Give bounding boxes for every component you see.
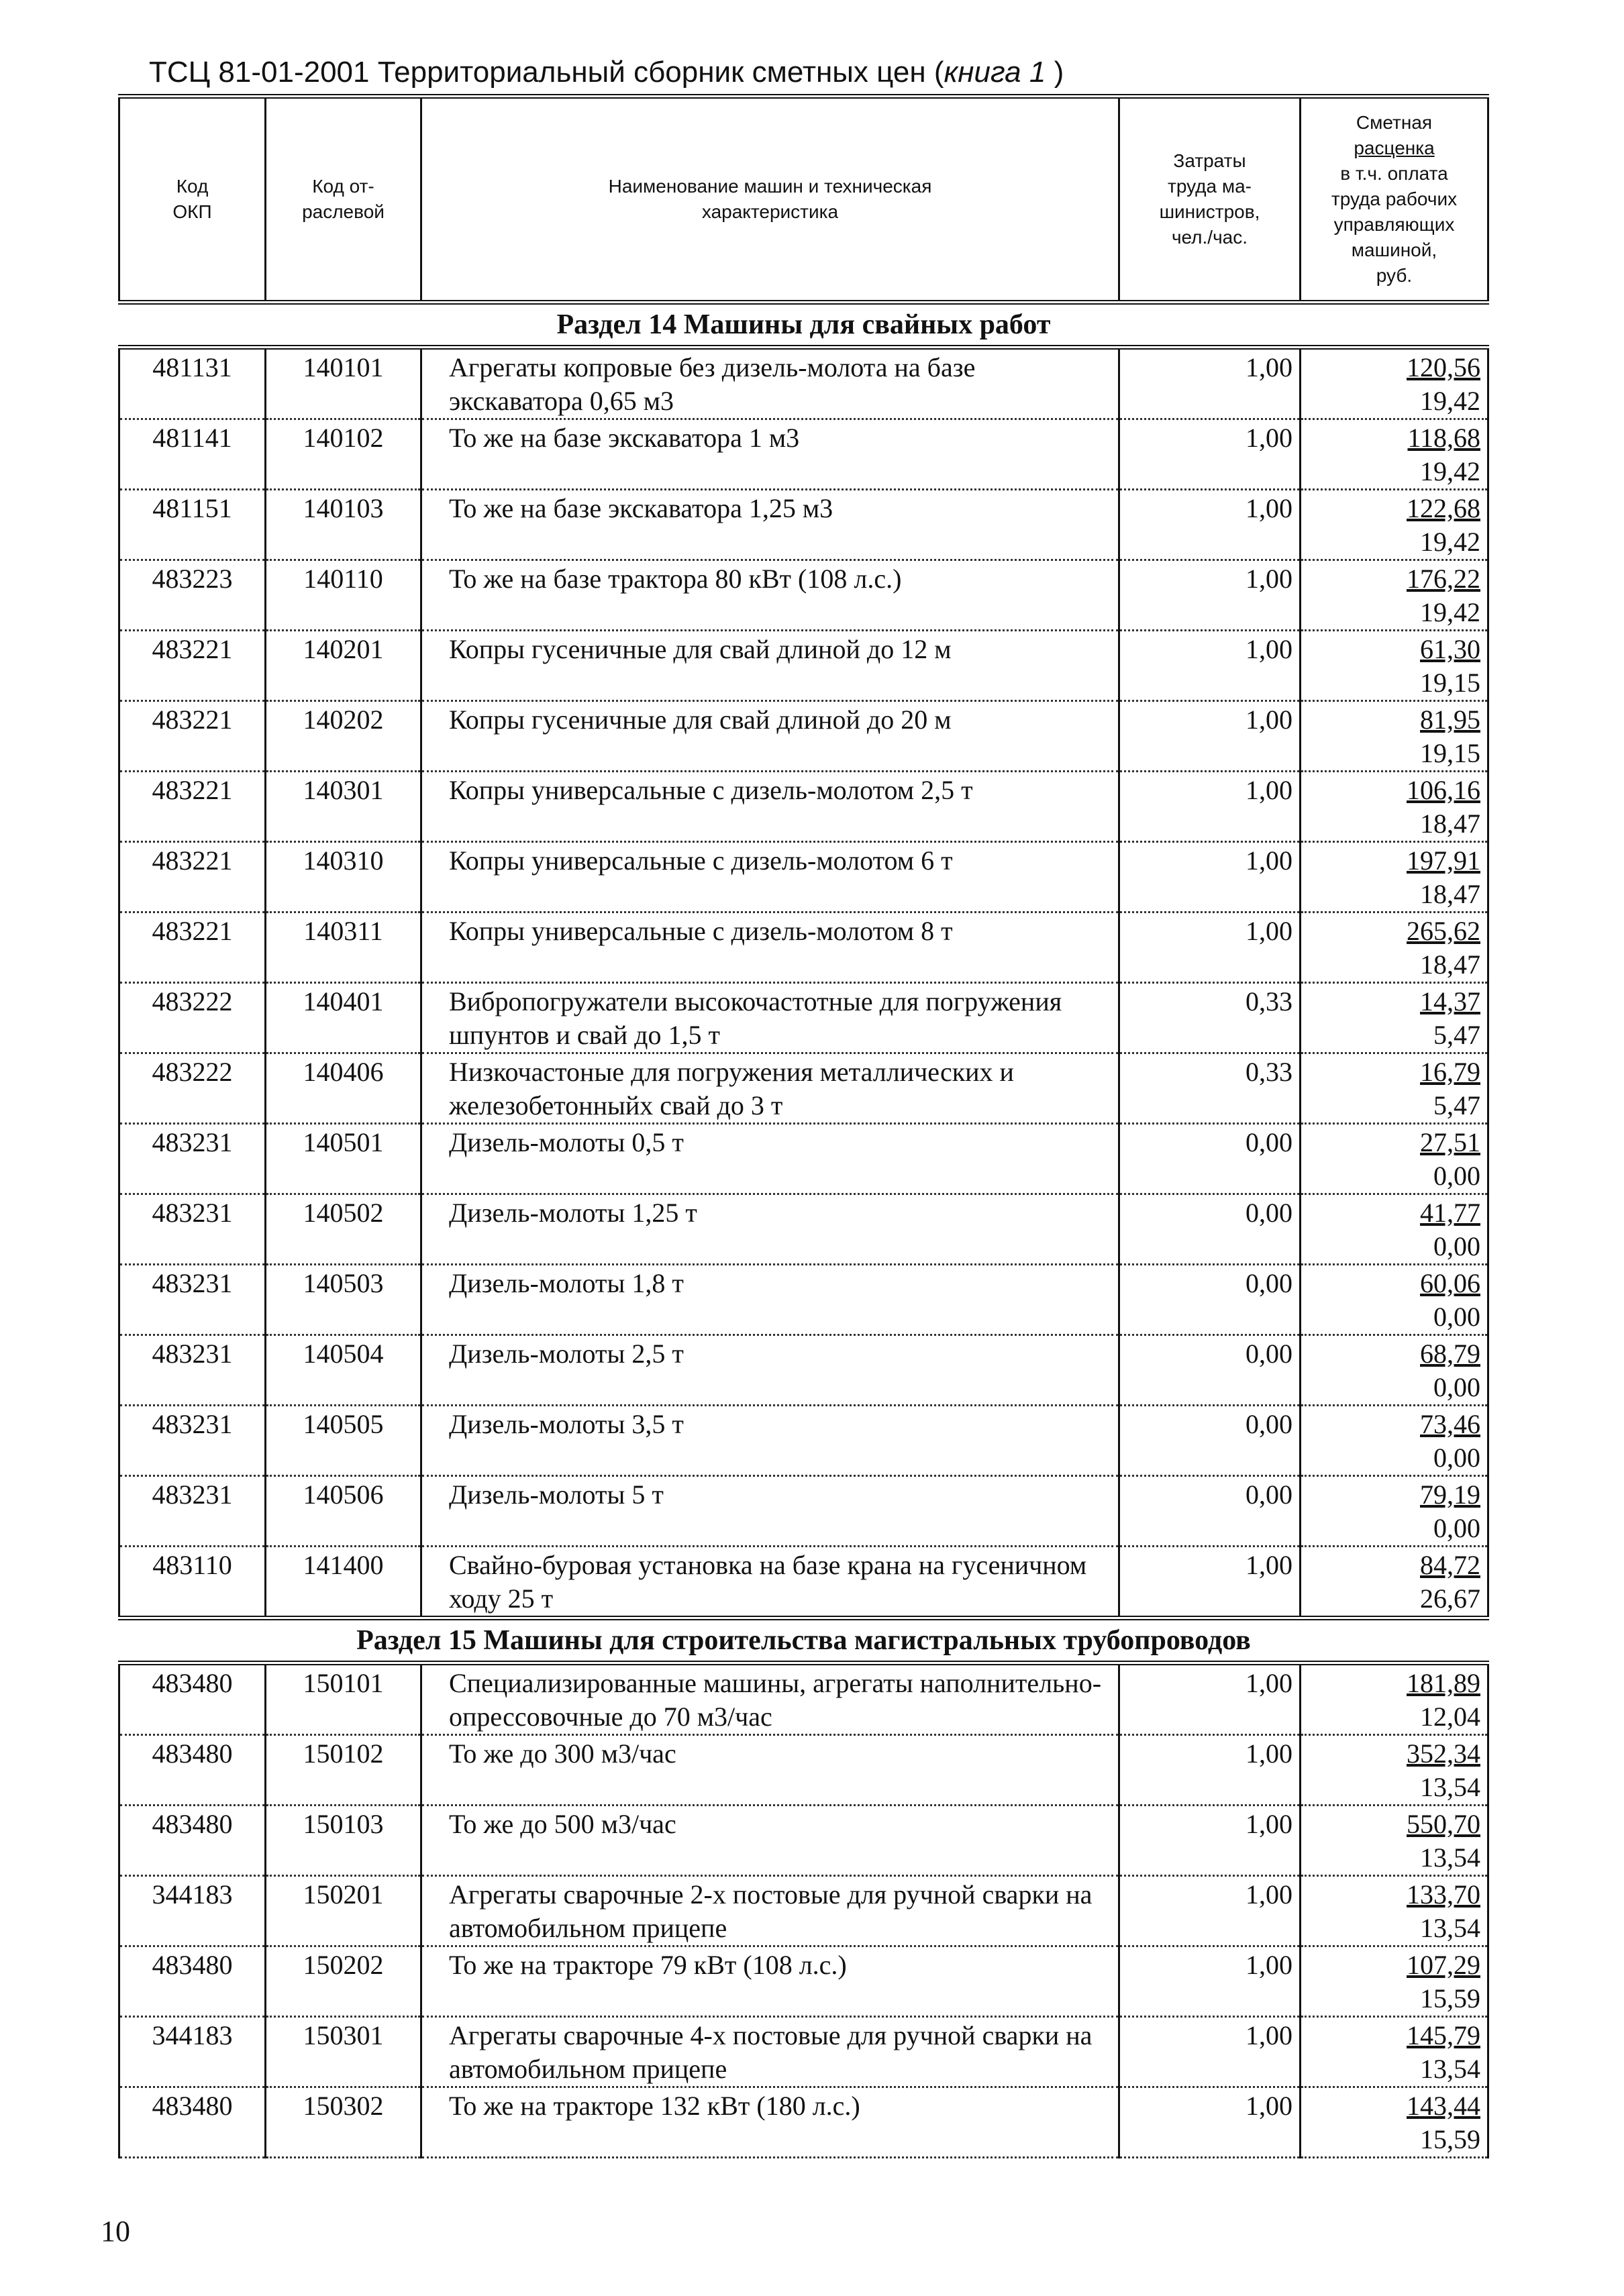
page-header	[149, 54, 1491, 91]
cell-labor-cost: 1,00	[1119, 1735, 1301, 1806]
cell-machine-name: Агрегаты сварочные 4-х постовые для ручной сварки на автомобильном прицепе	[421, 2017, 1119, 2087]
cell-okp-code: 483480	[119, 1735, 266, 1806]
table-row	[119, 2017, 1488, 2087]
price-total: 176,22	[1407, 564, 1480, 594]
book-label: книга 1	[944, 56, 1046, 89]
price-total: 133,70	[1407, 1879, 1480, 1910]
table-row	[119, 1876, 1488, 1946]
col-header-otr: Код от- раслевой	[266, 97, 421, 303]
doc-title-close: )	[1054, 56, 1064, 89]
cell-machine-name: Свайно-буровая установка на базе крана на гусеничном ходу 25 т	[421, 1547, 1119, 1618]
cell-price	[1301, 419, 1488, 490]
cell-price	[1301, 1194, 1488, 1265]
table-row	[119, 772, 1488, 842]
cell-machine-name: Агрегаты сварочные 2-х постовые для ручной сварки на автомобильном прицепе	[421, 1876, 1119, 1946]
cell-okp-code: 483221	[119, 912, 266, 983]
price-total: 60,06	[1420, 1268, 1480, 1298]
price-total: 197,91	[1407, 845, 1480, 876]
section-row	[119, 303, 1488, 348]
cell-industry-code: 140110	[266, 560, 421, 631]
cell-labor-cost: 0,33	[1119, 1053, 1301, 1124]
price-wage: 5,47	[1433, 1020, 1480, 1050]
price-total: 106,16	[1407, 775, 1480, 805]
cell-price	[1301, 1476, 1488, 1547]
table-body	[119, 303, 1488, 2158]
cell-machine-name: То же на тракторе 79 кВт (108 л.с.)	[421, 1946, 1119, 2017]
cell-machine-name: Агрегаты копровые без дизель-молота на базе экскаватора 0,65 м3	[421, 348, 1119, 419]
cell-price	[1301, 1124, 1488, 1194]
section-title: Раздел 15 Машины для строительства магистральных трубопроводов	[119, 1618, 1488, 1663]
price-table	[118, 94, 1489, 2158]
cell-price	[1301, 1946, 1488, 2017]
cell-labor-cost: 1,00	[1119, 912, 1301, 983]
cell-industry-code: 150101	[266, 1663, 421, 1735]
table-row	[119, 1194, 1488, 1265]
price-total: 16,79	[1420, 1057, 1480, 1087]
table-row	[119, 1053, 1488, 1124]
price-wage: 18,47	[1420, 808, 1480, 839]
cell-price	[1301, 983, 1488, 1053]
price-wage: 15,59	[1420, 2124, 1480, 2154]
table-row	[119, 1663, 1488, 1735]
price-total: 79,19	[1420, 1479, 1480, 1510]
cell-okp-code: 483480	[119, 1806, 266, 1876]
cell-okp-code: 344183	[119, 2017, 266, 2087]
cell-labor-cost: 1,00	[1119, 701, 1301, 772]
cell-okp-code: 483222	[119, 983, 266, 1053]
cell-machine-name: Вибропогружатели высокочастотные для погружения шпунтов и свай до 1,5 т	[421, 983, 1119, 1053]
table-row	[119, 2087, 1488, 2158]
cell-machine-name: Специализированные машины, агрегаты наполнительно-опрессовочные до 70 м3/час	[421, 1663, 1119, 1735]
cell-labor-cost: 0,33	[1119, 983, 1301, 1053]
cell-price	[1301, 490, 1488, 560]
table-row	[119, 560, 1488, 631]
cell-okp-code: 483231	[119, 1476, 266, 1547]
price-wage: 19,42	[1420, 456, 1480, 486]
cell-industry-code: 140201	[266, 631, 421, 701]
cell-machine-name: Низкочастоные для погружения металлических и железобетонныйх свай до 3 т	[421, 1053, 1119, 1124]
cell-price	[1301, 1735, 1488, 1806]
cell-industry-code: 140202	[266, 701, 421, 772]
price-total: 107,29	[1407, 1950, 1480, 1980]
cell-okp-code: 483480	[119, 1663, 266, 1735]
price-total: 14,37	[1420, 986, 1480, 1016]
cell-industry-code: 140101	[266, 348, 421, 419]
price-total: 68,79	[1420, 1339, 1480, 1369]
table-row	[119, 701, 1488, 772]
price-total: 27,51	[1420, 1127, 1480, 1157]
cell-labor-cost: 0,00	[1119, 1124, 1301, 1194]
cell-labor-cost: 1,00	[1119, 1876, 1301, 1946]
cell-labor-cost: 1,00	[1119, 560, 1301, 631]
table-row	[119, 631, 1488, 701]
doc-code: ТСЦ 81-01-2001	[149, 56, 370, 89]
cell-labor-cost: 0,00	[1119, 1406, 1301, 1476]
cell-machine-name: Копры универсальные с дизель-молотом 8 т	[421, 912, 1119, 983]
price-total: 41,77	[1420, 1198, 1480, 1228]
cell-machine-name: Копры гусеничные для свай длиной до 20 м	[421, 701, 1119, 772]
cell-labor-cost: 1,00	[1119, 2087, 1301, 2158]
cell-price	[1301, 772, 1488, 842]
table-row	[119, 1265, 1488, 1335]
price-total: 81,95	[1420, 705, 1480, 735]
table-row	[119, 1547, 1488, 1618]
table-row	[119, 1476, 1488, 1547]
price-wage: 13,54	[1420, 2054, 1480, 2084]
cell-machine-name: То же на базе экскаватора 1 м3	[421, 419, 1119, 490]
cell-price	[1301, 2017, 1488, 2087]
cell-labor-cost: 1,00	[1119, 1806, 1301, 1876]
section-row	[119, 1618, 1488, 1663]
cell-okp-code: 481131	[119, 348, 266, 419]
col-header-name: Наименование машин и техническая характеристика	[421, 97, 1119, 303]
table-row	[119, 348, 1488, 419]
cell-price	[1301, 2087, 1488, 2158]
table-row	[119, 1735, 1488, 1806]
price-total: 550,70	[1407, 1809, 1480, 1839]
cell-price	[1301, 1335, 1488, 1406]
price-wage: 15,59	[1420, 1983, 1480, 2014]
cell-okp-code: 483221	[119, 842, 266, 912]
cell-machine-name: Копры универсальные с дизель-молотом 2,5 т	[421, 772, 1119, 842]
cell-price	[1301, 1406, 1488, 1476]
cell-industry-code: 150301	[266, 2017, 421, 2087]
cell-labor-cost: 0,00	[1119, 1194, 1301, 1265]
cell-machine-name: То же на базе экскаватора 1,25 м3	[421, 490, 1119, 560]
cell-industry-code: 150102	[266, 1735, 421, 1806]
price-wage: 12,04	[1420, 1702, 1480, 1732]
cell-industry-code: 140103	[266, 490, 421, 560]
table-row	[119, 1335, 1488, 1406]
price-total: 73,46	[1420, 1409, 1480, 1439]
cell-industry-code: 140503	[266, 1265, 421, 1335]
price-total: 143,44	[1407, 2091, 1480, 2121]
price-wage: 0,00	[1433, 1443, 1480, 1473]
cell-price	[1301, 1053, 1488, 1124]
cell-okp-code: 483221	[119, 772, 266, 842]
cell-okp-code: 481141	[119, 419, 266, 490]
page-number: 10	[101, 2215, 130, 2248]
col-header-okp: Код ОКП	[119, 97, 266, 303]
cell-industry-code: 150201	[266, 1876, 421, 1946]
price-wage: 19,15	[1420, 668, 1480, 698]
cell-price	[1301, 1663, 1488, 1735]
price-wage: 0,00	[1433, 1231, 1480, 1261]
cell-industry-code: 140502	[266, 1194, 421, 1265]
price-wage: 13,54	[1420, 1772, 1480, 1802]
table-row	[119, 842, 1488, 912]
cell-price	[1301, 701, 1488, 772]
cell-labor-cost: 1,00	[1119, 1547, 1301, 1618]
cell-labor-cost: 1,00	[1119, 348, 1301, 419]
cell-machine-name: Дизель-молоты 2,5 т	[421, 1335, 1119, 1406]
price-total: 122,68	[1407, 493, 1480, 523]
cell-labor-cost: 1,00	[1119, 631, 1301, 701]
price-wage: 26,67	[1420, 1583, 1480, 1614]
cell-price	[1301, 1547, 1488, 1618]
cell-machine-name: Дизель-молоты 0,5 т	[421, 1124, 1119, 1194]
col-header-labor: Затраты труда ма- шинистров, чел./час.	[1119, 97, 1301, 303]
price-wage: 13,54	[1420, 1913, 1480, 1943]
cell-machine-name: Дизель-молоты 3,5 т	[421, 1406, 1119, 1476]
cell-labor-cost: 1,00	[1119, 419, 1301, 490]
cell-labor-cost: 1,00	[1119, 1663, 1301, 1735]
cell-price	[1301, 842, 1488, 912]
cell-industry-code: 140301	[266, 772, 421, 842]
cell-industry-code: 140102	[266, 419, 421, 490]
section-title: Раздел 14 Машины для свайных работ	[119, 303, 1488, 348]
price-total: 181,89	[1407, 1668, 1480, 1698]
cell-machine-name: Дизель-молоты 1,8 т	[421, 1265, 1119, 1335]
cell-machine-name: Копры гусеничные для свай длиной до 12 м	[421, 631, 1119, 701]
cell-industry-code: 140504	[266, 1335, 421, 1406]
cell-labor-cost: 0,00	[1119, 1335, 1301, 1406]
cell-labor-cost: 0,00	[1119, 1265, 1301, 1335]
cell-industry-code: 150103	[266, 1806, 421, 1876]
cell-price	[1301, 560, 1488, 631]
table-row	[119, 912, 1488, 983]
cell-industry-code: 150202	[266, 1946, 421, 2017]
cell-machine-name: То же до 500 м3/час	[421, 1806, 1119, 1876]
price-total: 118,68	[1407, 423, 1480, 453]
table-row	[119, 983, 1488, 1053]
cell-machine-name: То же на базе трактора 80 кВт (108 л.с.)	[421, 560, 1119, 631]
cell-industry-code: 140311	[266, 912, 421, 983]
price-total: 120,56	[1407, 352, 1480, 382]
price-total: 84,72	[1420, 1550, 1480, 1580]
cell-machine-name: То же до 300 м3/час	[421, 1735, 1119, 1806]
price-wage: 18,47	[1420, 879, 1480, 909]
price-total: 352,34	[1407, 1738, 1480, 1769]
price-wage: 19,42	[1420, 597, 1480, 627]
cell-okp-code: 483110	[119, 1547, 266, 1618]
doc-title: Территориальный сборник сметных цен (	[377, 56, 944, 89]
cell-labor-cost: 1,00	[1119, 490, 1301, 560]
cell-industry-code: 140506	[266, 1476, 421, 1547]
cell-labor-cost: 1,00	[1119, 1946, 1301, 2017]
cell-industry-code: 140401	[266, 983, 421, 1053]
cell-labor-cost: 1,00	[1119, 842, 1301, 912]
cell-industry-code: 140501	[266, 1124, 421, 1194]
cell-okp-code: 483231	[119, 1124, 266, 1194]
table-row	[119, 1406, 1488, 1476]
cell-okp-code: 483231	[119, 1335, 266, 1406]
cell-industry-code: 140505	[266, 1406, 421, 1476]
cell-machine-name: То же на тракторе 132 кВт (180 л.с.)	[421, 2087, 1119, 2158]
table-row	[119, 419, 1488, 490]
cell-okp-code: 483231	[119, 1194, 266, 1265]
cell-okp-code: 483480	[119, 2087, 266, 2158]
cell-price	[1301, 631, 1488, 701]
cell-okp-code: 483221	[119, 701, 266, 772]
cell-okp-code: 483223	[119, 560, 266, 631]
cell-price	[1301, 1265, 1488, 1335]
cell-industry-code: 140406	[266, 1053, 421, 1124]
cell-price	[1301, 348, 1488, 419]
cell-okp-code: 483231	[119, 1265, 266, 1335]
col-header-price: Сметная расценка в т.ч. оплата труда рабочих управляющих машиной, руб.	[1301, 97, 1488, 303]
cell-labor-cost: 1,00	[1119, 2017, 1301, 2087]
price-wage: 5,47	[1433, 1090, 1480, 1120]
price-wage: 0,00	[1433, 1302, 1480, 1332]
price-wage: 19,42	[1420, 386, 1480, 416]
price-wage: 0,00	[1433, 1161, 1480, 1191]
cell-price	[1301, 1806, 1488, 1876]
cell-industry-code: 150302	[266, 2087, 421, 2158]
cell-price	[1301, 1876, 1488, 1946]
price-wage: 13,54	[1420, 1842, 1480, 1873]
price-total: 61,30	[1420, 634, 1480, 664]
price-total: 265,62	[1407, 916, 1480, 946]
table-header-row	[119, 97, 1488, 303]
table-row	[119, 1806, 1488, 1876]
cell-machine-name: Копры универсальные с дизель-молотом 6 т	[421, 842, 1119, 912]
price-wage: 19,42	[1420, 527, 1480, 557]
cell-labor-cost: 1,00	[1119, 772, 1301, 842]
price-wage: 19,15	[1420, 738, 1480, 768]
price-total: 145,79	[1407, 2020, 1480, 2050]
price-wage: 18,47	[1420, 949, 1480, 980]
cell-machine-name: Дизель-молоты 1,25 т	[421, 1194, 1119, 1265]
table-row	[119, 1946, 1488, 2017]
cell-okp-code: 483221	[119, 631, 266, 701]
cell-okp-code: 344183	[119, 1876, 266, 1946]
table-row	[119, 1124, 1488, 1194]
cell-okp-code: 483480	[119, 1946, 266, 2017]
cell-industry-code: 140310	[266, 842, 421, 912]
cell-price	[1301, 912, 1488, 983]
cell-machine-name: Дизель-молоты 5 т	[421, 1476, 1119, 1547]
table-row	[119, 490, 1488, 560]
cell-okp-code: 481151	[119, 490, 266, 560]
price-wage: 0,00	[1433, 1372, 1480, 1402]
price-wage: 0,00	[1433, 1513, 1480, 1543]
cell-okp-code: 483231	[119, 1406, 266, 1476]
cell-industry-code: 141400	[266, 1547, 421, 1618]
cell-okp-code: 483222	[119, 1053, 266, 1124]
cell-labor-cost: 0,00	[1119, 1476, 1301, 1547]
